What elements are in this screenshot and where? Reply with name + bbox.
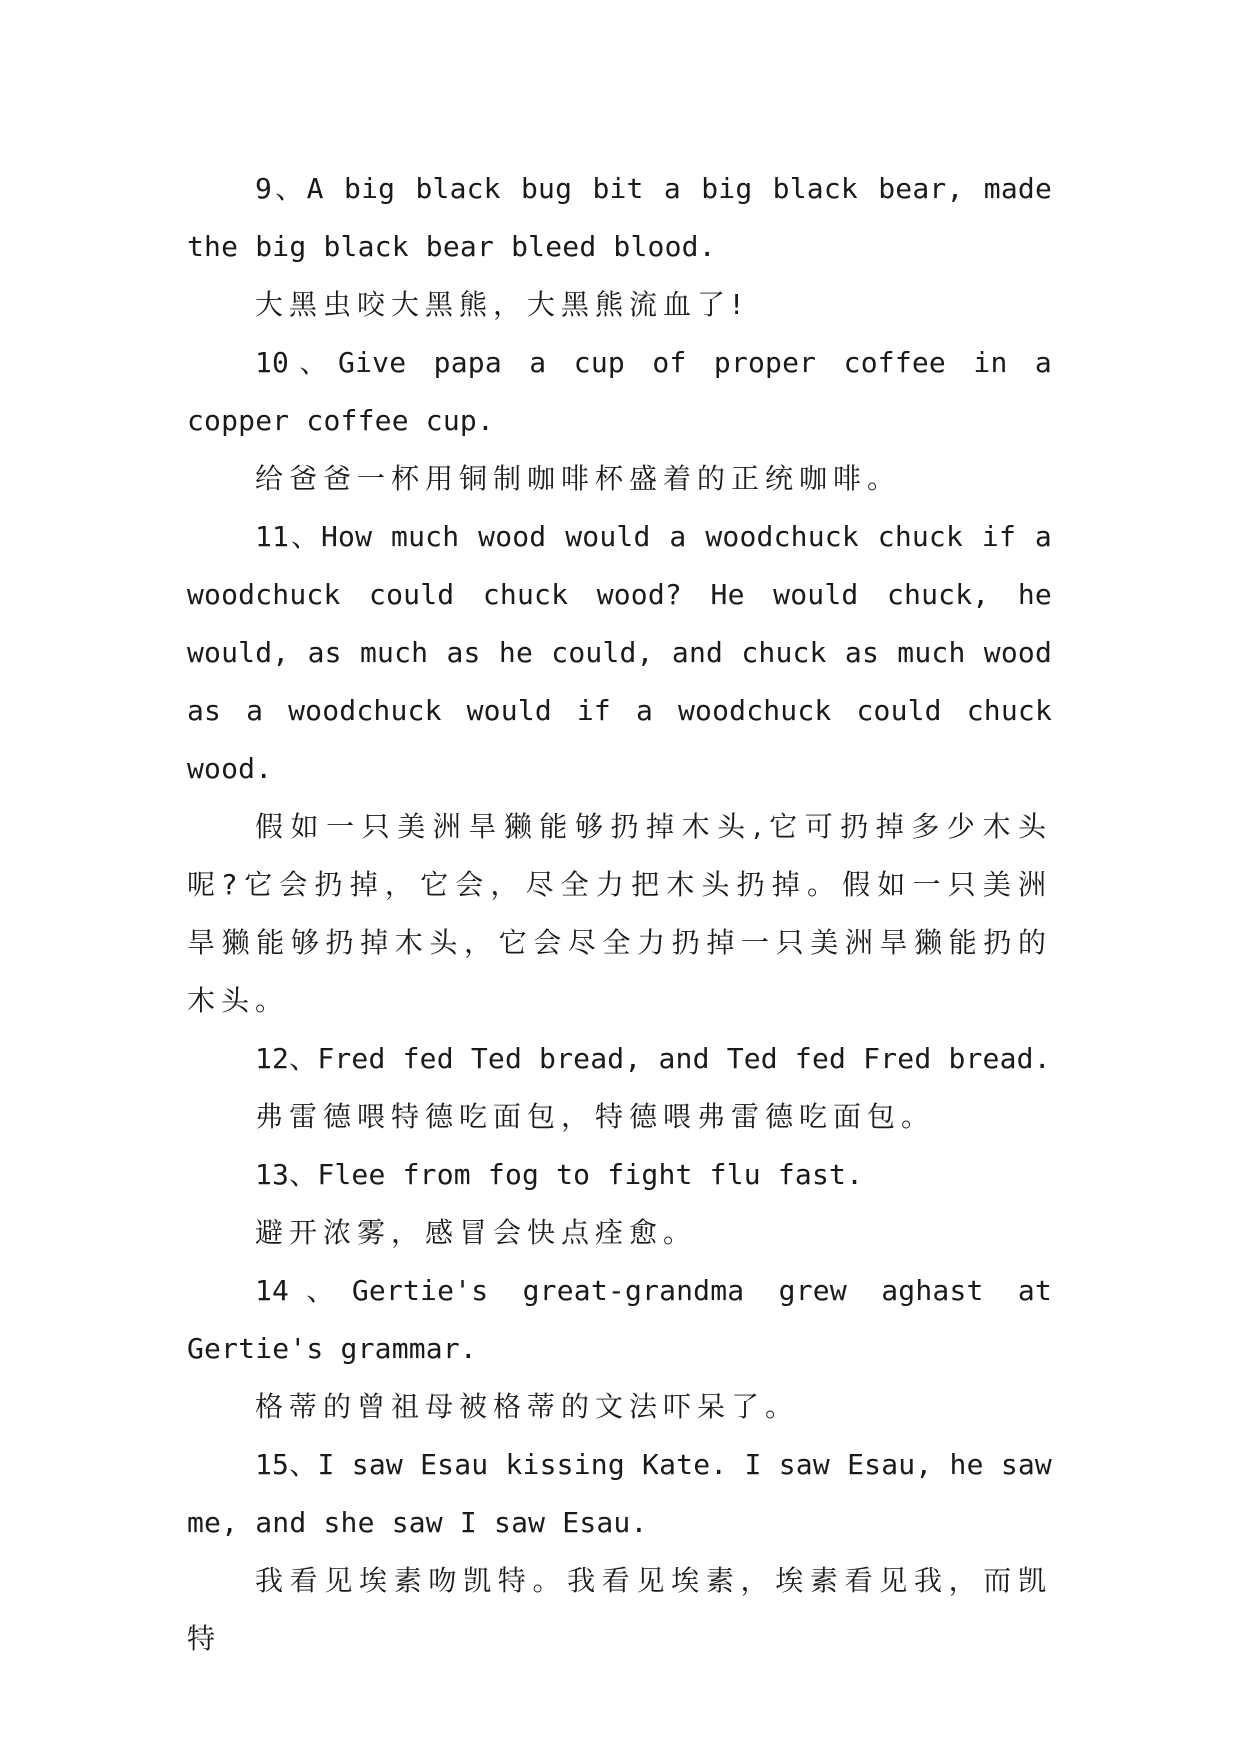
paragraph-tongue-twister-15: 15、I saw Esau kissing Kate. I saw Esau, he saw me, and she saw I saw Esau. [187,1448,1052,1539]
paragraph-translation-14: 格蒂的曾祖母被格蒂的文法吓呆了。 [255,1390,800,1423]
paragraph-translation-12: 弗雷德喂特德吃面包，特德喂弗雷德吃面包。 [255,1100,936,1133]
paragraph-tongue-twister-10: 10、Give papa a cup of proper coffee in a copper coffee cup. [187,346,1052,437]
paragraph-tongue-twister-13: 13、Flee from fog to fight flu fast. [255,1158,864,1191]
paragraph-tongue-twister-11: 11、How much wood would a woodchuck chuck if a woodchuck could chuck wood? He would chuck, he would, as much as he could, and chuck as much wood as a woodchuck would if a woodchuck could chuck wood. [187,520,1052,785]
paragraph-tongue-twister-14: 14、Gertie's great-grandma grew aghast at Gertie's grammar. [187,1274,1052,1365]
paragraph-translation-13: 避开浓雾，感冒会快点痊愈。 [255,1216,698,1249]
paragraph-translation-10: 给爸爸一杯用铜制咖啡杯盛着的正统咖啡。 [255,462,902,495]
paragraph-tongue-twister-9: 9、A big black bug bit a big black bear, made the big black bear bleed blood. [187,172,1052,263]
paragraph-tongue-twister-12: 12、Fred fed Ted bread, and Ted fed Fred bread. [255,1042,1051,1075]
document-page [187,160,1052,1668]
paragraph-translation-9: 大黑虫咬大黑熊，大黑熊流血了! [255,288,749,321]
paragraph-translation-15: 我看见埃素吻凯特。我看见埃素，埃素看见我，而凯特 [187,1564,1052,1655]
paragraph-translation-11: 假如一只美洲旱獭能够扔掉木头,它可扔掉多少木头呢?它会扔掉，它会，尽全力把木头扔掉。假如一只美洲旱獭能够扔掉木头，它会尽全力扔掉一只美洲旱獭能扔的木头。 [187,810,1052,1017]
